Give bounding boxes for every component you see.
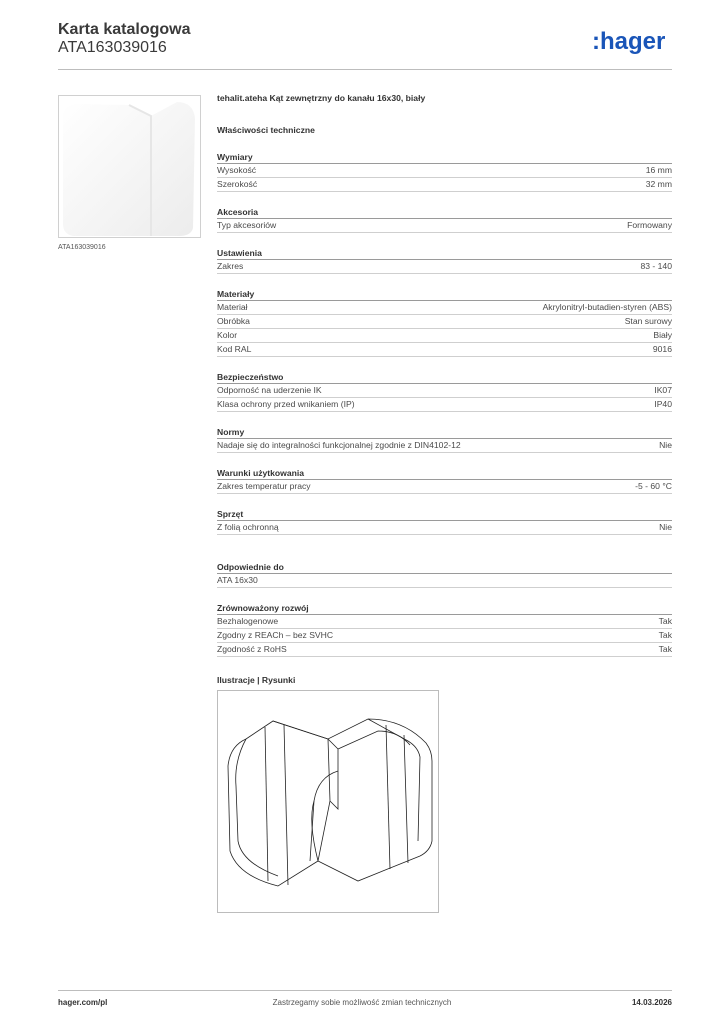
section-title: Warunki użytkowania: [217, 467, 672, 480]
spec-value: Akrylonitryl-butadien-styren (ABS): [542, 302, 672, 312]
spec-value: -5 - 60 °C: [635, 481, 672, 491]
header-code: ATA163039016: [58, 39, 167, 56]
spec-label: Z folią ochronną: [217, 522, 279, 532]
section-title: Ustawienia: [217, 247, 672, 260]
spec-section: [217, 206, 672, 233]
product-image: [58, 95, 201, 238]
spec-value: Tak: [658, 630, 672, 640]
spec-label: Nadaje się do integralności funkcjonalnej zgodnie z DIN4102-12: [217, 440, 461, 450]
spec-section: [217, 467, 672, 494]
spec-label: Zakres: [217, 261, 244, 271]
spec-value: Nie: [659, 522, 672, 532]
section-title: Zrównoważony rozwój: [217, 602, 672, 615]
spec-value: 9016: [652, 344, 672, 354]
spec-value: Formowany: [627, 220, 672, 230]
spec-value: IK07: [654, 385, 672, 395]
illustrations-heading: Ilustracje | Rysunki: [217, 675, 296, 685]
spec-label: Typ akcesoriów: [217, 220, 277, 230]
spec-label: Zakres temperatur pracy: [217, 481, 311, 491]
spec-row: [217, 384, 672, 398]
header-divider: [58, 69, 672, 70]
spec-label: Wysokość: [217, 165, 257, 175]
spec-section: [217, 288, 672, 357]
spec-value: Tak: [658, 616, 672, 626]
spec-row: [217, 178, 672, 192]
spec-section: [217, 371, 672, 412]
spec-row: [217, 615, 672, 629]
spec-row: [217, 329, 672, 343]
spec-section: [217, 247, 672, 274]
spec-row: [217, 643, 672, 657]
spec-label: Klasa ochrony przed wnikaniem (IP): [217, 399, 355, 409]
spec-row: [217, 439, 672, 453]
spec-row: [217, 164, 672, 178]
spec-row: [217, 219, 672, 233]
spec-label: Kod RAL: [217, 344, 252, 354]
spec-value: IP40: [654, 399, 672, 409]
section-title: Odpowiednie do: [217, 561, 672, 574]
product-title: tehalit.ateha Kąt zewnętrzny do kanału 16x30, biały: [217, 93, 426, 103]
footer-date: 14.03.2026: [631, 998, 672, 1007]
spec-label: Obróbka: [217, 316, 250, 326]
spec-row: [217, 521, 672, 535]
footer-disclaimer: Zastrzegamy sobie możliwość zmian technicznych: [272, 998, 452, 1007]
footer-divider: [58, 990, 672, 991]
properties-heading: Właściwości techniczne: [217, 125, 315, 135]
spec-label: Odporność na uderzenie IK: [217, 385, 322, 395]
spec-row: [217, 480, 672, 494]
spec-value: 16 mm: [645, 165, 672, 175]
section-title: Sprzęt: [217, 508, 672, 521]
spec-row: [217, 629, 672, 643]
spec-value: Nie: [659, 440, 672, 450]
spec-value: Tak: [658, 644, 672, 654]
section-title: Materiały: [217, 288, 672, 301]
section-title: Akcesoria: [217, 206, 672, 219]
spec-row: [217, 574, 672, 588]
section-title: Bezpieczeństwo: [217, 371, 672, 384]
spec-row: [217, 260, 672, 274]
header-title: Karta katalogowa: [58, 21, 191, 38]
spec-label: ATA 16x30: [217, 575, 258, 585]
hager-logo-text: :hager: [592, 28, 666, 55]
spec-label: Materiał: [217, 302, 248, 312]
spec-section: [217, 151, 672, 192]
spec-label: Zgodność z RoHS: [217, 644, 287, 654]
spec-row: [217, 398, 672, 412]
spec-row: [217, 301, 672, 315]
spec-value: Biały: [653, 330, 672, 340]
image-caption: ATA163039016: [58, 244, 106, 251]
section-sustainability: [217, 602, 672, 657]
spec-section: [217, 508, 672, 535]
spec-row: [217, 315, 672, 329]
spec-content: [217, 93, 672, 687]
section-title: Wymiary: [217, 151, 672, 164]
spec-value: 83 - 140: [640, 261, 672, 271]
section-illustrations: [217, 675, 672, 687]
product-photo: [59, 96, 201, 238]
spec-value: Stan surowy: [624, 316, 672, 326]
technical-drawing: [217, 690, 439, 913]
section-title: Normy: [217, 426, 672, 439]
spec-section: [217, 426, 672, 453]
corner-line-drawing: [218, 691, 440, 914]
spec-value: 32 mm: [645, 179, 672, 189]
section-suitable: [217, 561, 672, 588]
spec-label: Zgodny z REACh – bez SVHC: [217, 630, 334, 640]
spec-label: Szerokość: [217, 179, 258, 189]
hager-logo: [592, 28, 674, 56]
spec-row: [217, 343, 672, 357]
spec-label: Bezhalogenowe: [217, 616, 279, 626]
footer-website-link[interactable]: hager.com/pl: [58, 998, 108, 1007]
spec-label: Kolor: [217, 330, 238, 340]
spec-sections: [217, 151, 672, 535]
